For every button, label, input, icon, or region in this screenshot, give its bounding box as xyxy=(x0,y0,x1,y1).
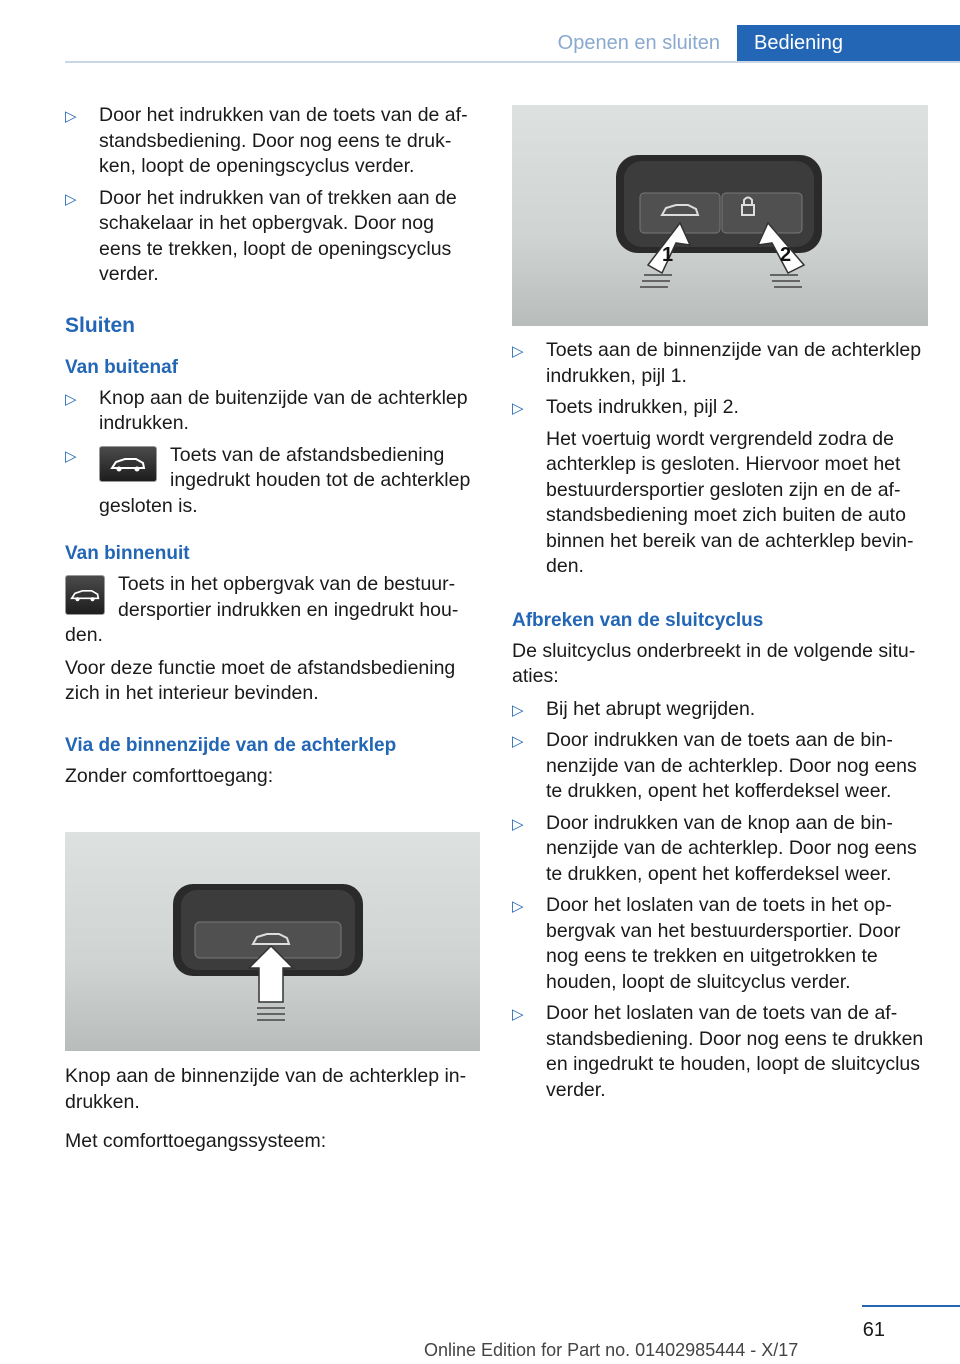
heading-sluiten: Sluiten xyxy=(65,313,136,337)
triangle-right-icon: ▷ xyxy=(512,815,524,833)
triangle-right-icon: ▷ xyxy=(512,701,524,719)
header-chapter-tab: Bediening xyxy=(737,25,960,62)
bullet-detail: Het voertuig wordt vergrendeld zodra de achterklep is gesloten. Hiervoor moet het bestuurdersportier gesloten zijn en de afstandsbediening moet zich buiten de auto binnen het bereik van de achterklep bevinden. xyxy=(546,427,914,577)
triangle-right-icon: ▷ xyxy=(65,108,77,125)
triangle-right-icon: ▷ xyxy=(512,898,524,915)
bullet-text: Door het indrukken van of trekken aan de schakelaar in het opbergvak. Door nog eens te trekken, loopt de openingscyclus verder. xyxy=(99,186,457,285)
car-tailgate-icon xyxy=(99,446,157,482)
subheading-afbreken: Afbreken van de sluitcyclus xyxy=(512,609,764,631)
list-item xyxy=(65,386,480,437)
right-column xyxy=(512,338,928,1109)
subheading-van-buitenaf: Van buitenaf xyxy=(65,356,178,378)
bullet-text: Bij het abrupt wegrijden. xyxy=(546,697,756,720)
bullet-text: Door het loslaten van de toets in het opbergvak van het bestuurdersportier. Door nog eens te trekken en uitgetrokken te houden, loopt de sluitcyclus verder. xyxy=(546,894,901,993)
bullet-text: Door indrukken van de toets aan de binnenzijde van de achterklep. Door nog eens te drukken, opent het kofferdeksel weer. xyxy=(546,729,917,802)
met-comforttoegang: Met comforttoegangssysteem: xyxy=(65,1130,327,1152)
bullet-text: Toets indrukken, pijl 2. xyxy=(546,396,739,418)
bullet-text: Knop aan de buitenzijde van de achterklep indrukken. xyxy=(99,386,468,434)
header-rule xyxy=(65,61,960,63)
arrow-1-label: 1 xyxy=(662,244,674,266)
list-item xyxy=(65,443,480,520)
list-item xyxy=(65,186,480,288)
list-item xyxy=(512,338,928,389)
bullet-text: Door het loslaten van de toets van de afstandsbediening. Door nog eens te drukken en ingedrukt te houden, loopt de sluitcyclus verder. xyxy=(546,1002,924,1101)
triangle-right-icon: ▷ xyxy=(512,1006,524,1023)
triangle-right-icon: ▷ xyxy=(65,447,77,465)
zonder-comforttoegang: Zonder comforttoegang: xyxy=(65,764,274,787)
triangle-right-icon: ▷ xyxy=(65,390,77,408)
list-item xyxy=(512,697,928,723)
footer-edition: Online Edition for Part no. 01402985444 - X/17 xyxy=(424,1340,799,1360)
binnenuit-paragraph xyxy=(65,572,480,649)
list-item xyxy=(65,103,480,180)
triangle-right-icon: ▷ xyxy=(512,400,524,417)
triangle-right-icon: ▷ xyxy=(512,343,524,360)
figure-caption: Knop aan de binnenzijde van de achterklep indrukken. xyxy=(65,1065,467,1113)
page-number: 61 xyxy=(862,1319,885,1341)
list-item xyxy=(512,811,928,888)
afbreken-intro: De sluitcyclus onderbreekt in de volgende situaties: xyxy=(512,639,916,687)
subheading-van-binnenuit: Van binnenuit xyxy=(65,543,190,564)
left-column xyxy=(65,103,480,796)
binnenuit-text: Toets in het opbergvak van de bestuurdersportier indrukken en ingedrukt houden. xyxy=(65,573,459,646)
list-item xyxy=(512,395,928,580)
car-tailgate-icon xyxy=(65,575,105,615)
triangle-right-icon: ▷ xyxy=(512,733,524,750)
list-item xyxy=(512,1001,928,1103)
left-column-bottom xyxy=(65,1064,480,1162)
bullet-text: Door indrukken van de knop aan de binnenzijde van de achterklep. Door nog eens te drukken, opent het kofferdeksel weer. xyxy=(546,811,917,885)
triangle-right-icon: ▷ xyxy=(65,190,77,208)
footer-rule xyxy=(862,1305,960,1307)
figure-tailgate-buttons-1-2 xyxy=(512,105,928,326)
subheading-binnenzijde: Via de binnenzijde van de achterklep xyxy=(65,734,397,756)
list-item xyxy=(512,728,928,805)
bullet-text: Door het indrukken van de toets van de afstandsbediening. Door nog eens te drukken, loopt de openingscyclus verder. xyxy=(99,104,468,177)
binnenuit-note: Voor deze functie moet de afstandsbediening zich in het interieur bevinden. xyxy=(65,656,456,704)
list-item xyxy=(512,893,928,995)
figure-tailgate-button xyxy=(65,832,480,1051)
bullet-text: Toets aan de binnenzijde van de achterklep indrukken, pijl 1. xyxy=(546,339,922,387)
bullet-text: Toets van de afstandsbediening ingedrukt houden tot de achterklep gesloten is. xyxy=(99,443,471,517)
arrow-2-label: 2 xyxy=(780,244,792,266)
header-section-tab: Openen en sluiten xyxy=(557,32,720,54)
